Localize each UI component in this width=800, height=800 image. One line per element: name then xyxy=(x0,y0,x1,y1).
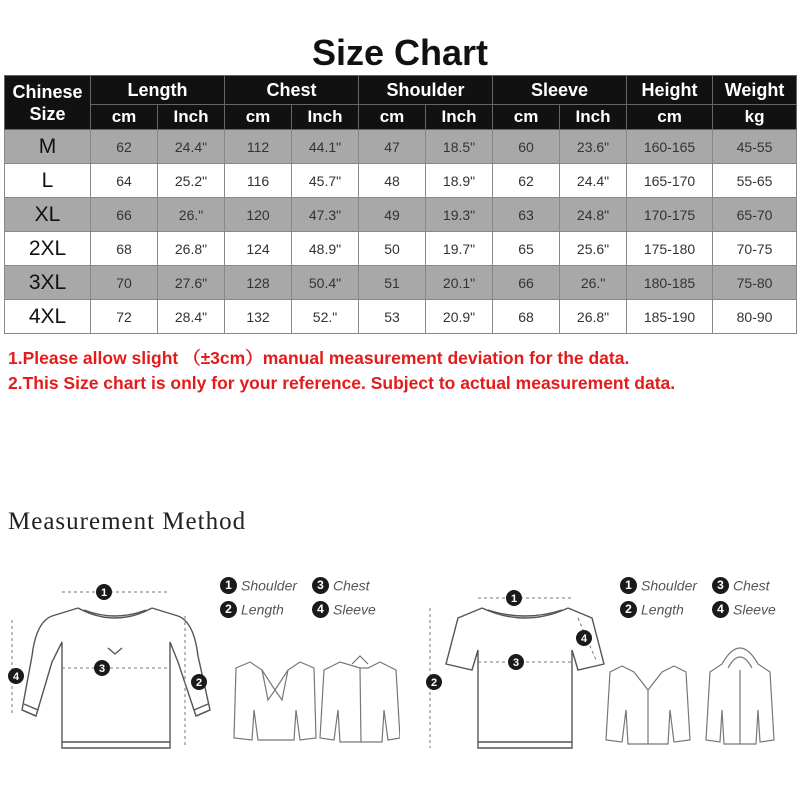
table-cell: 124 xyxy=(225,232,292,266)
table-row xyxy=(5,130,797,164)
marker-label: 3 xyxy=(98,663,106,675)
note-deviation: 1.Please allow slight （±3cm）manual measurement deviation for the data. xyxy=(8,348,630,368)
jacket-icon xyxy=(234,662,316,740)
table-cell: 47 xyxy=(359,130,426,164)
table-cell: 50.4" xyxy=(292,266,359,300)
legend-num: 3 xyxy=(712,577,729,594)
table-cell: 18.9" xyxy=(426,164,493,198)
unit-header: cm xyxy=(493,105,560,130)
marker-label: 1 xyxy=(100,587,108,599)
legend-item-shoulder: 1 Shoulder xyxy=(620,576,697,594)
header-sleeve: Sleeve xyxy=(493,76,627,105)
table-cell: 27.6" xyxy=(158,266,225,300)
table-cell: 26.8" xyxy=(560,300,627,334)
legend-num: 2 xyxy=(620,601,637,618)
legend-num: 4 xyxy=(312,601,329,618)
table-cell: 128 xyxy=(225,266,292,300)
table-cell: 26." xyxy=(560,266,627,300)
table-cell: 66 xyxy=(493,266,560,300)
table-cell: 19.7" xyxy=(426,232,493,266)
size-cell: M xyxy=(5,130,91,164)
measure-markers xyxy=(426,590,592,690)
zip-jacket-icon xyxy=(320,656,400,742)
measurement-panel-short-sleeve xyxy=(400,560,800,780)
table-row xyxy=(5,164,797,198)
table-cell: 48.9" xyxy=(292,232,359,266)
unit-header: Inch xyxy=(426,105,493,130)
table-cell: 165-170 xyxy=(627,164,713,198)
table-cell: 62 xyxy=(493,164,560,198)
table-cell: 20.9" xyxy=(426,300,493,334)
size-cell: XL xyxy=(5,198,91,232)
legend-num: 1 xyxy=(620,577,637,594)
table-cell: 48 xyxy=(359,164,426,198)
table-cell: 70 xyxy=(91,266,158,300)
legend-item-length: 2 Length xyxy=(620,600,684,618)
table-cell: 49 xyxy=(359,198,426,232)
table-cell: 19.3" xyxy=(426,198,493,232)
table-cell: 80-90 xyxy=(713,300,797,334)
legend-item-length: 2 Length xyxy=(220,600,284,618)
table-cell: 25.6" xyxy=(560,232,627,266)
table-cell: 24.4" xyxy=(560,164,627,198)
table-cell: 65-70 xyxy=(713,198,797,232)
table-cell: 63 xyxy=(493,198,560,232)
header-height: Height xyxy=(627,76,713,105)
unit-header: cm xyxy=(91,105,158,130)
table-cell: 50 xyxy=(359,232,426,266)
table-cell: 170-175 xyxy=(627,198,713,232)
header-chinese-size: Chinese Size xyxy=(5,76,91,130)
marker-label: 3 xyxy=(512,657,520,669)
unit-header: kg xyxy=(713,105,797,130)
table-cell: 25.2" xyxy=(158,164,225,198)
marker-label: 4 xyxy=(12,671,20,683)
table-cell: 60 xyxy=(493,130,560,164)
table-cell: 68 xyxy=(91,232,158,266)
unit-header: Inch xyxy=(292,105,359,130)
table-cell: 18.5" xyxy=(426,130,493,164)
legend-item-sleeve: 4 Sleeve xyxy=(312,600,376,618)
table-row xyxy=(5,266,797,300)
table-cell: 26." xyxy=(158,198,225,232)
measurement-panel-long-sleeve xyxy=(0,560,400,780)
table-cell: 160-165 xyxy=(627,130,713,164)
legend-item-shoulder: 1 Shoulder xyxy=(220,576,297,594)
unit-header: Inch xyxy=(560,105,627,130)
table-cell: 132 xyxy=(225,300,292,334)
unit-header: Inch xyxy=(158,105,225,130)
table-row xyxy=(5,232,797,266)
header-length: Length xyxy=(91,76,225,105)
legend-num: 2 xyxy=(220,601,237,618)
marker-label: 2 xyxy=(430,677,438,689)
table-cell: 68 xyxy=(493,300,560,334)
table-cell: 24.8" xyxy=(560,198,627,232)
table-cell: 116 xyxy=(225,164,292,198)
table-cell: 175-180 xyxy=(627,232,713,266)
table-cell: 28.4" xyxy=(158,300,225,334)
table-cell: 75-80 xyxy=(713,266,797,300)
table-cell: 20.1" xyxy=(426,266,493,300)
unit-header: cm xyxy=(225,105,292,130)
marker-label: 2 xyxy=(195,677,203,689)
table-cell: 45.7" xyxy=(292,164,359,198)
table-cell: 55-65 xyxy=(713,164,797,198)
table-cell: 65 xyxy=(493,232,560,266)
legend-num: 3 xyxy=(312,577,329,594)
legend-item-sleeve: 4 Sleeve xyxy=(712,600,776,618)
table-cell: 26.8" xyxy=(158,232,225,266)
legend-num: 4 xyxy=(712,601,729,618)
measurement-method-title: Measurement Method xyxy=(8,508,247,535)
table-cell: 23.6" xyxy=(560,130,627,164)
table-cell: 112 xyxy=(225,130,292,164)
legend-item-chest: 3 Chest xyxy=(312,576,370,594)
table-cell: 120 xyxy=(225,198,292,232)
hoodie-icon xyxy=(706,648,774,744)
table-cell: 64 xyxy=(91,164,158,198)
marker-label: 4 xyxy=(580,633,588,645)
table-cell: 51 xyxy=(359,266,426,300)
table-row xyxy=(5,198,797,232)
size-chart-body xyxy=(5,130,797,334)
table-cell: 70-75 xyxy=(713,232,797,266)
table-cell: 52." xyxy=(292,300,359,334)
unit-header: cm xyxy=(359,105,426,130)
tshirt-icon xyxy=(446,608,604,748)
table-row xyxy=(5,300,797,334)
table-cell: 24.4" xyxy=(158,130,225,164)
table-cell: 47.3" xyxy=(292,198,359,232)
header-chest: Chest xyxy=(225,76,359,105)
size-cell: 4XL xyxy=(5,300,91,334)
header-shoulder: Shoulder xyxy=(359,76,493,105)
shirt-icon xyxy=(606,666,690,744)
size-cell: L xyxy=(5,164,91,198)
marker-label: 1 xyxy=(510,593,518,605)
table-cell: 185-190 xyxy=(627,300,713,334)
measure-lines xyxy=(430,598,596,748)
table-cell: 62 xyxy=(91,130,158,164)
page-title: Size Chart xyxy=(311,32,489,73)
table-cell: 66 xyxy=(91,198,158,232)
size-cell: 3XL xyxy=(5,266,91,300)
size-chart-table xyxy=(4,75,797,334)
table-cell: 44.1" xyxy=(292,130,359,164)
table-cell: 72 xyxy=(91,300,158,334)
table-cell: 45-55 xyxy=(713,130,797,164)
unit-header: cm xyxy=(627,105,713,130)
legend-item-chest: 3 Chest xyxy=(712,576,770,594)
legend-num: 1 xyxy=(220,577,237,594)
sweatshirt-icon xyxy=(22,608,210,748)
size-cell: 2XL xyxy=(5,232,91,266)
measure-markers xyxy=(8,584,207,690)
header-weight: Weight xyxy=(713,76,797,105)
table-cell: 53 xyxy=(359,300,426,334)
table-cell: 180-185 xyxy=(627,266,713,300)
note-reference: 2.This Size chart is only for your reference. Subject to actual measurement data. xyxy=(8,373,676,393)
